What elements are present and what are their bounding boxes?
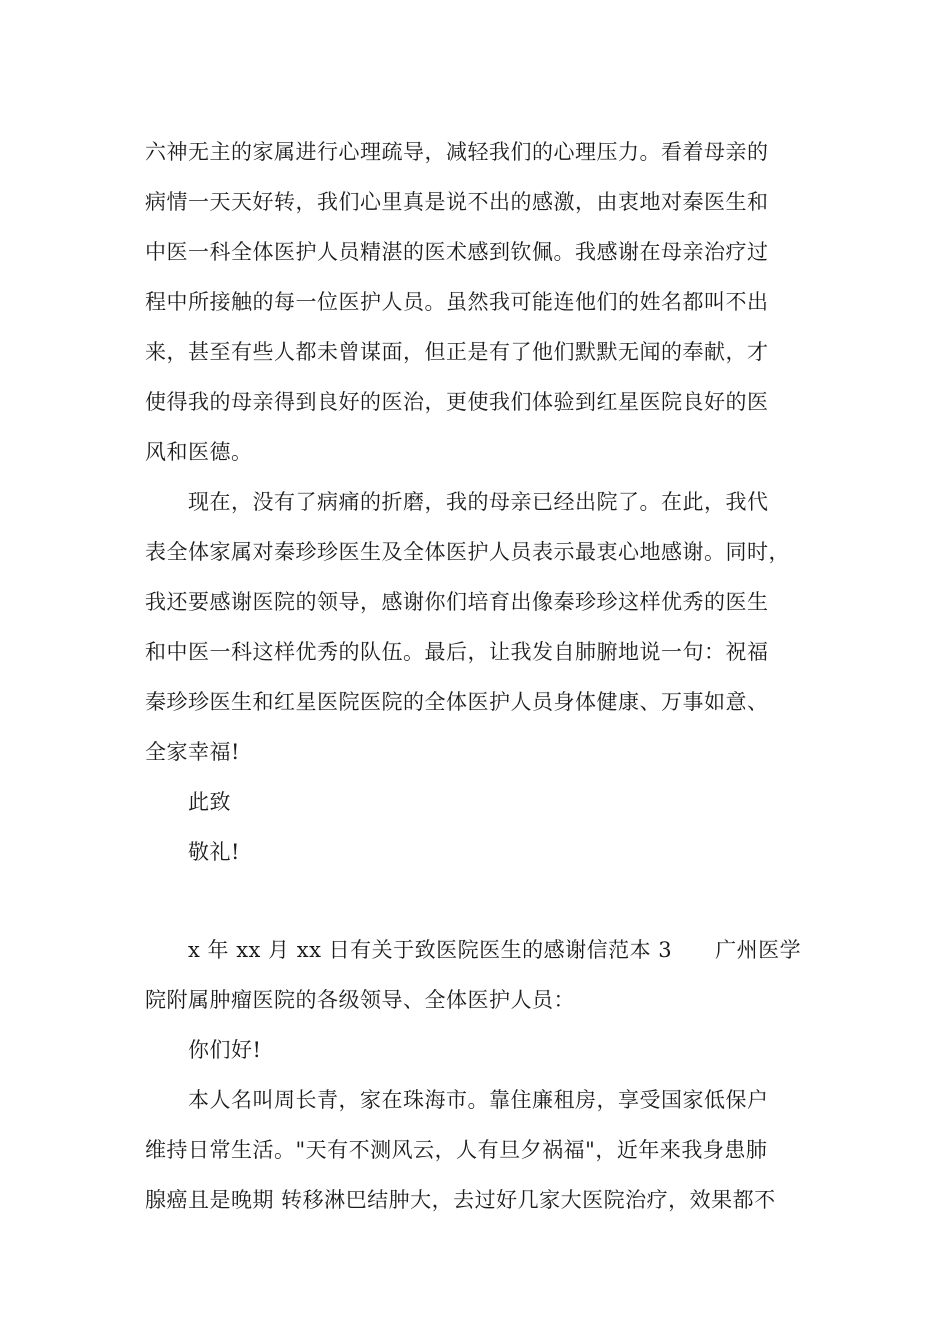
text-line: 六神无主的家属进行心理疏导，减轻我们的心理压力。看着母亲的: [145, 140, 769, 164]
text-line: 病情一天天好转，我们心里真是说不出的感激，由衷地对秦医生和: [145, 190, 769, 214]
paragraph-start-line: 本人名叫周长青，家在珠海市。靠住廉租房，享受国家低保户: [188, 1088, 769, 1112]
text-line: 风和医德。: [145, 440, 253, 464]
text-line: 中医一科全体医护人员精湛的医术感到钦佩。我感谢在母亲治疗过: [145, 240, 769, 264]
second-letter: [145, 925, 825, 1225]
text-line: 维持日常生活。"天有不测风云，人有旦夕祸福"，近年来我身患肺: [145, 1138, 768, 1162]
closing-salutation: 此致: [188, 790, 231, 814]
letter-heading-line: x 年 xx 月 xx 日有关于致医院医生的感谢信范本 3 广州医学: [188, 938, 802, 962]
text-line: 来，甚至有些人都未曾谋面，但正是有了他们默默无闻的奉献，才: [145, 340, 769, 364]
paragraph-start-line: 现在，没有了病痛的折磨，我的母亲已经出院了。在此，我代: [188, 490, 769, 514]
text-line: 我还要感谢医院的领导，感谢你们培育出像秦珍珍这样优秀的医生: [145, 590, 769, 614]
text-line: 腺癌且是晚期 转移淋巴结肿大，去过好几家大医院治疗，效果都不: [145, 1188, 776, 1212]
text-line: 程中所接触的每一位医护人员。虽然我可能连他们的姓名都叫不出: [145, 290, 769, 314]
text-line: 和中医一科这样优秀的队伍。最后，让我发自肺腑地说一句：祝福: [145, 640, 769, 664]
text-line: 院附属肿瘤医院的各级领导、全体医护人员：: [145, 988, 575, 1012]
letter-body: [145, 127, 825, 877]
text-line: 使得我的母亲得到良好的医治，更使我们体验到红星医院良好的医: [145, 390, 769, 414]
greeting-line: 你们好!: [188, 1038, 262, 1062]
text-line: 全家幸福!: [145, 740, 240, 764]
closing-regards: 敬礼!: [188, 840, 240, 864]
text-line: 表全体家属对秦珍珍医生及全体医护人员表示最衷心地感谢。同时，: [145, 540, 790, 564]
text-line: 秦珍珍医生和红星医院医院的全体医护人员身体健康、万事如意、: [145, 690, 769, 714]
